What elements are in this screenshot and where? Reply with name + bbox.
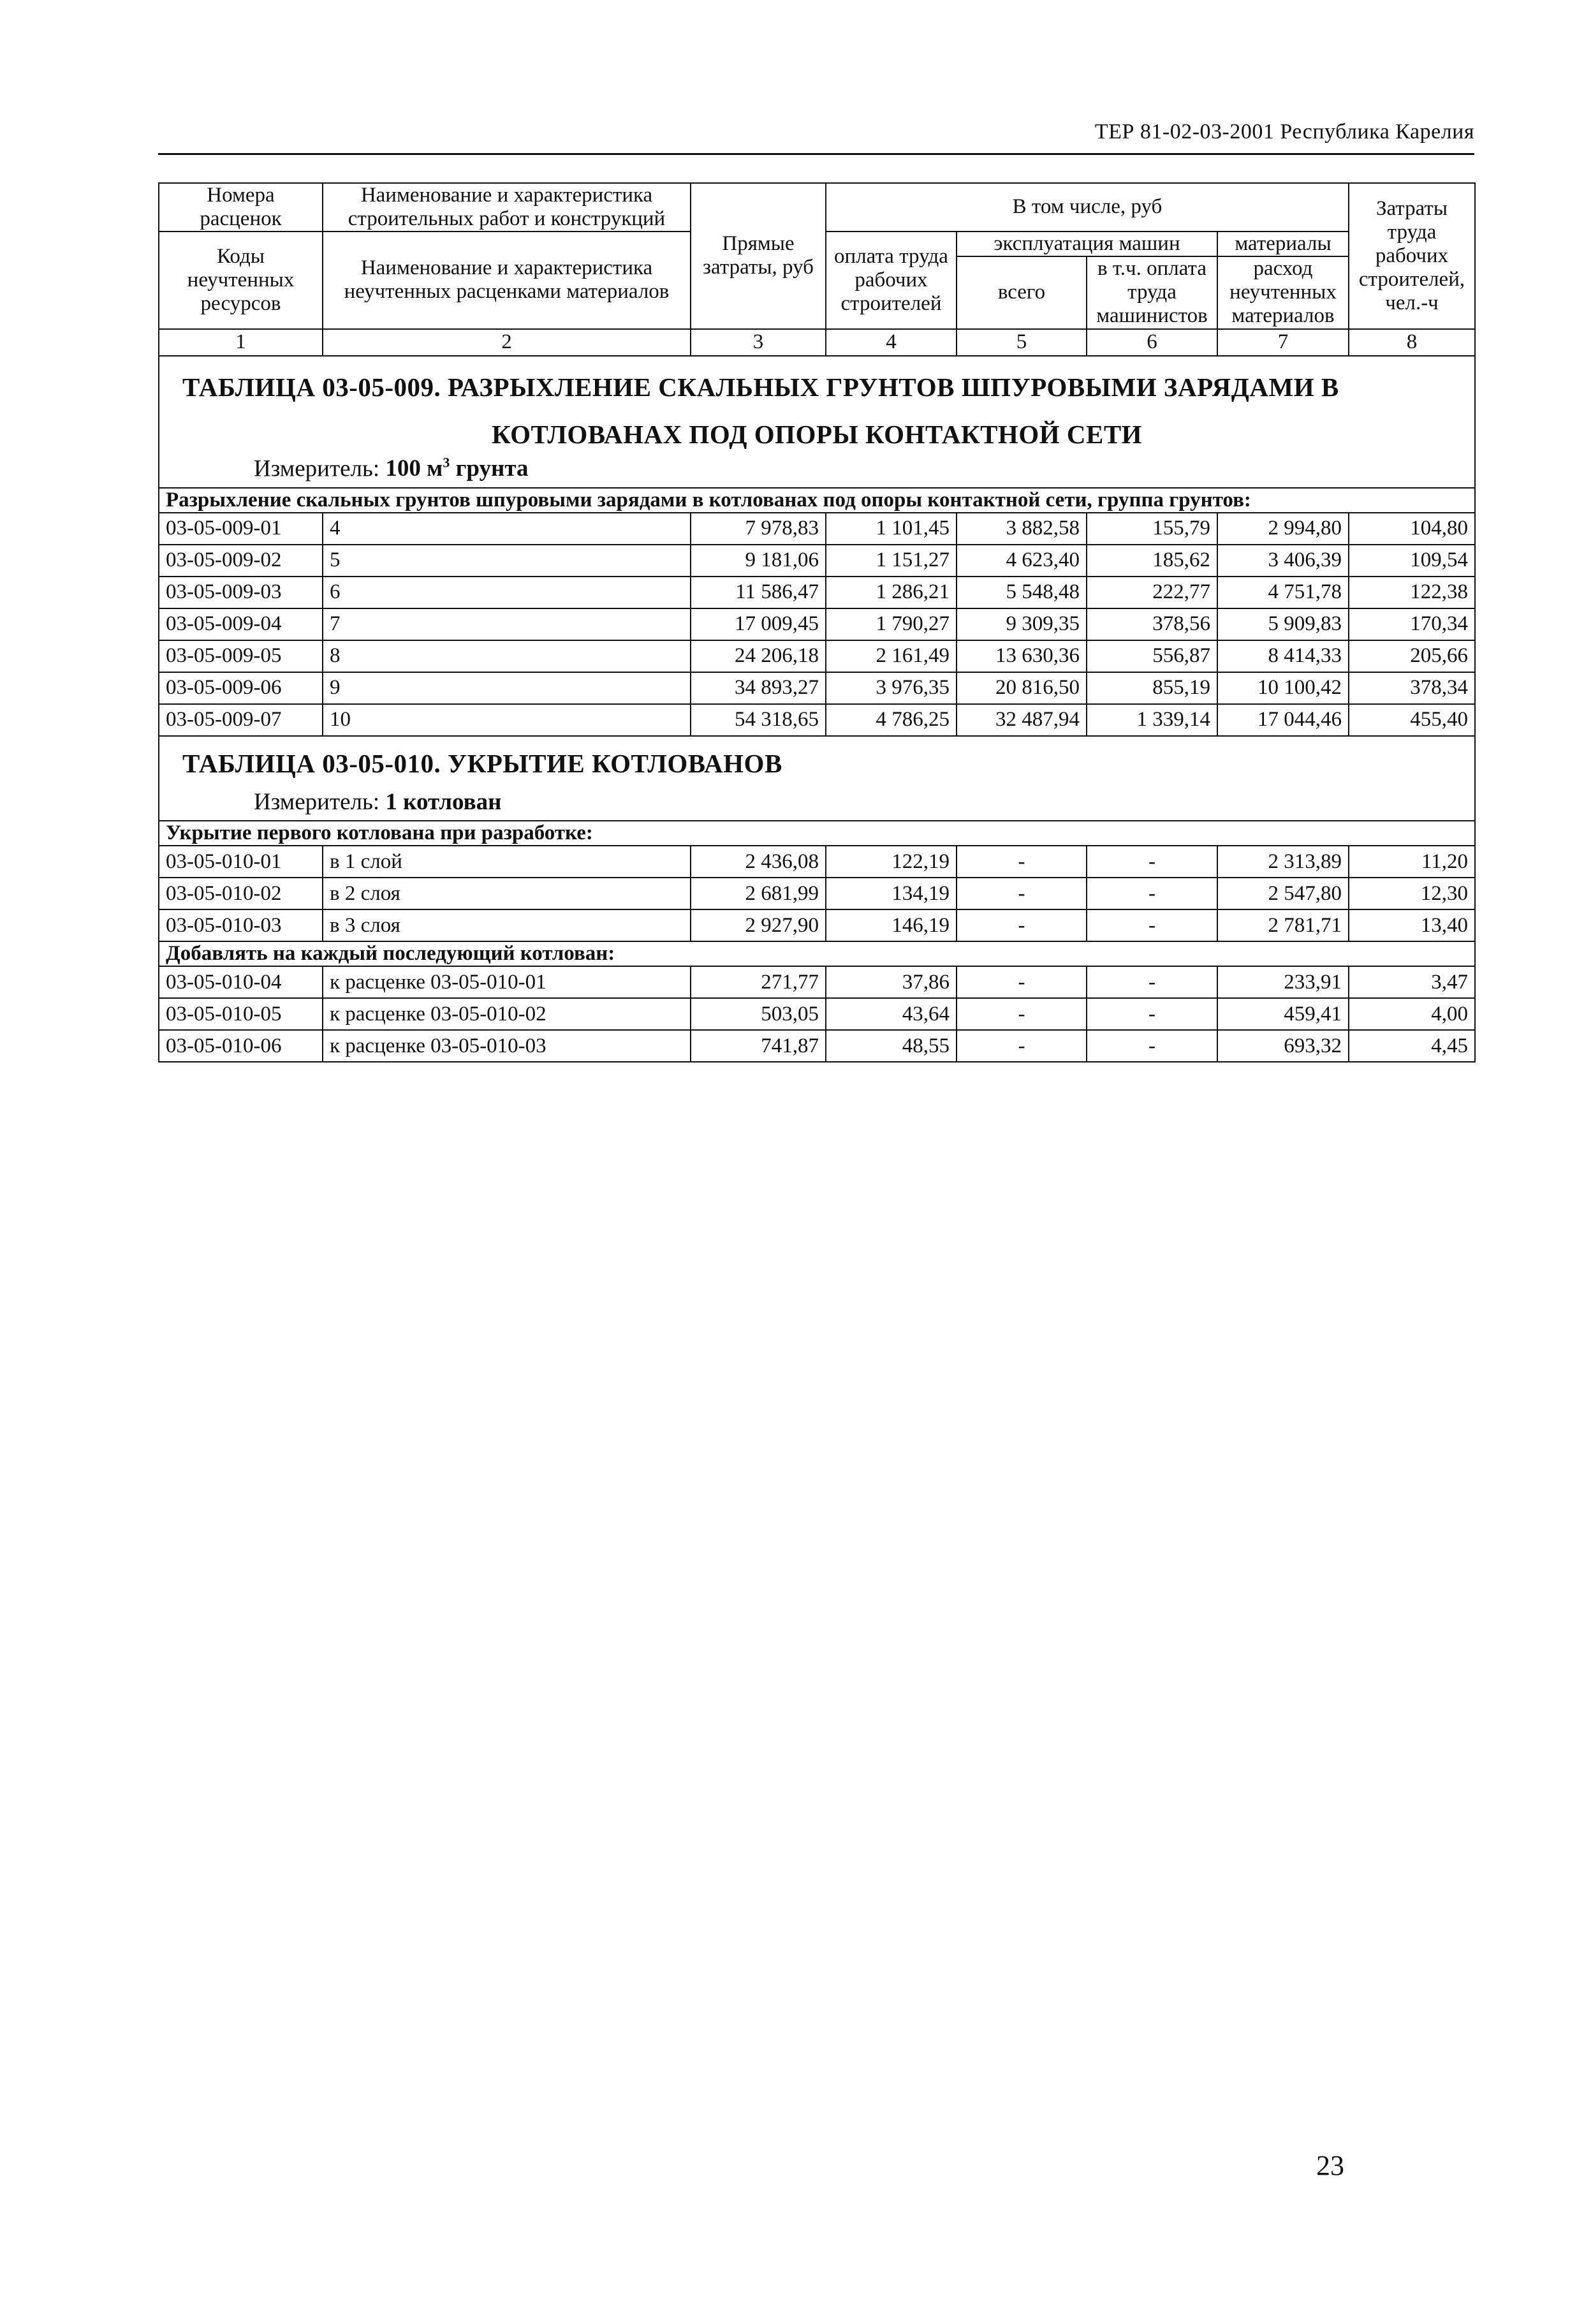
machinist-pay-cell: 855,19 — [1087, 672, 1217, 704]
column-number: 2 — [323, 329, 691, 356]
rate-code-cell: 03-05-009-04 — [159, 608, 323, 640]
direct-cost-cell: 34 893,27 — [691, 672, 826, 704]
column-number: 4 — [826, 329, 957, 356]
machinist-pay-cell: 556,87 — [1087, 640, 1217, 672]
materials-cell: 2 313,89 — [1217, 846, 1349, 878]
materials-cell: 4 751,78 — [1217, 577, 1349, 608]
table-row — [159, 998, 1475, 1030]
labor-pay-cell: 48,55 — [826, 1030, 957, 1062]
rate-code-cell: 03-05-010-05 — [159, 998, 323, 1030]
labor-hours-cell: 170,34 — [1349, 608, 1475, 640]
machinist-pay-cell: - — [1087, 966, 1217, 998]
labor-hours-cell: 3,47 — [1349, 966, 1475, 998]
header-material-name: Наименование и характеристика неучтенных расценками материалов — [323, 232, 691, 329]
rate-code-cell: 03-05-010-06 — [159, 1030, 323, 1062]
labor-pay-cell: 134,19 — [826, 878, 957, 909]
table-row — [159, 513, 1475, 545]
table-row — [159, 577, 1475, 608]
rate-name-cell: 10 — [323, 704, 691, 736]
labor-pay-cell: 3 976,35 — [826, 672, 957, 704]
direct-cost-cell: 17 009,45 — [691, 608, 826, 640]
rate-code-cell: 03-05-009-02 — [159, 545, 323, 577]
column-number: 3 — [691, 329, 826, 356]
document-header — [158, 96, 1474, 155]
column-number: 6 — [1087, 329, 1217, 356]
table-row — [159, 878, 1475, 909]
materials-cell: 17 044,46 — [1217, 704, 1349, 736]
table-row — [159, 672, 1475, 704]
machine-cost-cell: - — [957, 966, 1087, 998]
labor-hours-cell: 109,54 — [1349, 545, 1475, 577]
table1-body — [159, 513, 1475, 736]
column-number: 1 — [159, 329, 323, 356]
materials-cell: 3 406,39 — [1217, 545, 1349, 577]
machine-cost-cell: - — [957, 998, 1087, 1030]
labor-pay-cell: 1 286,21 — [826, 577, 957, 608]
table1-title-line2: КОТЛОВАНАХ ПОД ОПОРЫ КОНТАКТНОЙ СЕТИ — [491, 420, 1143, 450]
table-row — [159, 545, 1475, 577]
machine-cost-cell: 32 487,94 — [957, 704, 1087, 736]
column-number: 7 — [1217, 329, 1349, 356]
labor-hours-cell: 104,80 — [1349, 513, 1475, 545]
labor-hours-cell: 12,30 — [1349, 878, 1475, 909]
machine-cost-cell: 4 623,40 — [957, 545, 1087, 577]
header-materials: материалы — [1217, 232, 1349, 256]
table2-title-row — [159, 736, 1475, 821]
header-machines-labor: в т.ч. оплата труда машинистов — [1087, 256, 1217, 329]
rate-name-cell: в 3 слоя — [323, 909, 691, 941]
labor-hours-cell: 378,34 — [1349, 672, 1475, 704]
header-machines-total: всего — [957, 256, 1087, 329]
materials-cell: 2 781,71 — [1217, 909, 1349, 941]
table-row — [159, 1030, 1475, 1062]
column-number: 5 — [957, 329, 1087, 356]
rate-name-cell: 8 — [323, 640, 691, 672]
labor-hours-cell: 455,40 — [1349, 704, 1475, 736]
machine-cost-cell: - — [957, 909, 1087, 941]
machine-cost-cell: 9 309,35 — [957, 608, 1087, 640]
labor-hours-cell: 4,45 — [1349, 1030, 1475, 1062]
direct-cost-cell: 2 927,90 — [691, 909, 826, 941]
table2-group2-row — [159, 941, 1475, 966]
materials-cell: 5 909,83 — [1217, 608, 1349, 640]
machinist-pay-cell: - — [1087, 846, 1217, 878]
rate-code-cell: 03-05-009-05 — [159, 640, 323, 672]
labor-hours-cell: 13,40 — [1349, 909, 1475, 941]
rate-name-cell: 5 — [323, 545, 691, 577]
machinist-pay-cell: 378,56 — [1087, 608, 1217, 640]
rate-code-cell: 03-05-010-02 — [159, 878, 323, 909]
machine-cost-cell: 3 882,58 — [957, 513, 1087, 545]
header-row-1 — [159, 183, 1475, 232]
machine-cost-cell: 5 548,48 — [957, 577, 1087, 608]
machinist-pay-cell: - — [1087, 998, 1217, 1030]
rate-code-cell: 03-05-009-06 — [159, 672, 323, 704]
machinist-pay-cell: - — [1087, 878, 1217, 909]
table-row — [159, 966, 1475, 998]
materials-cell: 459,41 — [1217, 998, 1349, 1030]
header-work-name: Наименование и характеристика строительных работ и конструкций — [323, 183, 691, 232]
rate-code-cell: 03-05-010-04 — [159, 966, 323, 998]
table2-unit-label: Измеритель: — [254, 788, 380, 815]
machine-cost-cell: - — [957, 1030, 1087, 1062]
materials-cell: 8 414,33 — [1217, 640, 1349, 672]
materials-cell: 2 994,80 — [1217, 513, 1349, 545]
rate-code-cell: 03-05-009-01 — [159, 513, 323, 545]
direct-cost-cell: 9 181,06 — [691, 545, 826, 577]
labor-pay-cell: 43,64 — [826, 998, 957, 1030]
direct-cost-cell: 2 681,99 — [691, 878, 826, 909]
labor-pay-cell: 1 101,45 — [826, 513, 957, 545]
rates-table — [158, 182, 1476, 1063]
header-direct-costs: Прямые затраты, руб — [691, 183, 826, 329]
table1-unit-tail: грунта — [450, 455, 529, 482]
header-materials-sub: расход неучтенных материалов — [1217, 256, 1349, 329]
table2-unit-value: 1 котлован — [385, 788, 502, 815]
page-number: 23 — [1316, 2150, 1344, 2181]
table2-group1-row — [159, 821, 1475, 846]
header-in-total: В том числе, руб — [826, 183, 1349, 232]
header-labor-cost: Затраты труда рабочих строителей, чел.-ч — [1349, 183, 1475, 329]
rate-name-cell: в 1 слой — [323, 846, 691, 878]
direct-cost-cell: 11 586,47 — [691, 577, 826, 608]
table2-group1-heading: Укрытие первого котлована при разработке: — [159, 821, 1475, 846]
table1-group-row — [159, 488, 1475, 513]
machinist-pay-cell: 222,77 — [1087, 577, 1217, 608]
rate-code-cell: 03-05-009-07 — [159, 704, 323, 736]
labor-pay-cell: 4 786,25 — [826, 704, 957, 736]
materials-cell: 233,91 — [1217, 966, 1349, 998]
column-number: 8 — [1349, 329, 1475, 356]
table1-unit-value: 100 м — [385, 455, 443, 482]
labor-hours-cell: 205,66 — [1349, 640, 1475, 672]
labor-pay-cell: 146,19 — [826, 909, 957, 941]
table-row — [159, 640, 1475, 672]
labor-hours-cell: 4,00 — [1349, 998, 1475, 1030]
machine-cost-cell: - — [957, 878, 1087, 909]
direct-cost-cell: 741,87 — [691, 1030, 826, 1062]
table1-unit-label: Измеритель: — [254, 455, 380, 482]
labor-pay-cell: 122,19 — [826, 846, 957, 878]
direct-cost-cell: 54 318,65 — [691, 704, 826, 736]
machine-cost-cell: 13 630,36 — [957, 640, 1087, 672]
table1-unit — [166, 452, 1468, 487]
rate-name-cell: 9 — [323, 672, 691, 704]
rate-name-cell: в 2 слоя — [323, 878, 691, 909]
table1-title-row — [159, 356, 1475, 488]
rate-name-cell: 7 — [323, 608, 691, 640]
direct-cost-cell: 503,05 — [691, 998, 826, 1030]
materials-cell: 2 547,80 — [1217, 878, 1349, 909]
rate-name-cell: 4 — [323, 513, 691, 545]
column-numbers-row — [159, 329, 1475, 356]
rate-name-cell: к расценке 03-05-010-03 — [323, 1030, 691, 1062]
table2-title: ТАБЛИЦА 03-05-010. УКРЫТИЕ КОТЛОВАНОВ — [182, 748, 782, 778]
machine-cost-cell: 20 816,50 — [957, 672, 1087, 704]
rate-code-cell: 03-05-010-01 — [159, 846, 323, 878]
header-labor-pay: оплата труда рабочих строителей — [826, 232, 957, 329]
table-row — [159, 846, 1475, 878]
direct-cost-cell: 24 206,18 — [691, 640, 826, 672]
rate-name-cell: к расценке 03-05-010-02 — [323, 998, 691, 1030]
labor-pay-cell: 37,86 — [826, 966, 957, 998]
table2-group2-heading: Добавлять на каждый последующий котлован: — [159, 941, 1475, 966]
header-rate-numbers: Номера расценок — [159, 183, 323, 232]
machinist-pay-cell: 1 339,14 — [1087, 704, 1217, 736]
table1-title-line1: ТАБЛИЦА 03-05-009. РАЗРЫХЛЕНИЕ СКАЛЬНЫХ ГРУНТОВ ШПУРОВЫМИ ЗАРЯДАМИ В — [182, 372, 1339, 402]
materials-cell: 10 100,42 — [1217, 672, 1349, 704]
machinist-pay-cell: - — [1087, 909, 1217, 941]
direct-cost-cell: 271,77 — [691, 966, 826, 998]
direct-cost-cell: 7 978,83 — [691, 513, 826, 545]
rate-code-cell: 03-05-010-03 — [159, 909, 323, 941]
table-row — [159, 608, 1475, 640]
table2-unit — [166, 780, 1468, 820]
labor-pay-cell: 2 161,49 — [826, 640, 957, 672]
table2-body1 — [159, 846, 1475, 941]
direct-cost-cell: 2 436,08 — [691, 846, 826, 878]
machine-cost-cell: - — [957, 846, 1087, 878]
header-machines: эксплуатация машин — [957, 232, 1217, 256]
table-row — [159, 704, 1475, 736]
machinist-pay-cell: 155,79 — [1087, 513, 1217, 545]
document-code: ТЕР 81-02-03-2001 Республика Карелия — [1094, 120, 1474, 143]
labor-hours-cell: 11,20 — [1349, 846, 1475, 878]
table-row — [159, 909, 1475, 941]
header-resource-codes: Коды неучтенных ресурсов — [159, 232, 323, 329]
labor-pay-cell: 1 151,27 — [826, 545, 957, 577]
materials-cell: 693,32 — [1217, 1030, 1349, 1062]
table1-unit-sup: 3 — [443, 454, 450, 471]
machinist-pay-cell: - — [1087, 1030, 1217, 1062]
rate-name-cell: к расценке 03-05-010-01 — [323, 966, 691, 998]
rate-code-cell: 03-05-009-03 — [159, 577, 323, 608]
labor-pay-cell: 1 790,27 — [826, 608, 957, 640]
labor-hours-cell: 122,38 — [1349, 577, 1475, 608]
machinist-pay-cell: 185,62 — [1087, 545, 1217, 577]
table2-body2 — [159, 966, 1475, 1062]
table1-group-heading: Разрыхление скальных грунтов шпуровыми зарядами в котлованах под опоры контактной сети, группа грунтов: — [159, 488, 1475, 513]
rate-name-cell: 6 — [323, 577, 691, 608]
